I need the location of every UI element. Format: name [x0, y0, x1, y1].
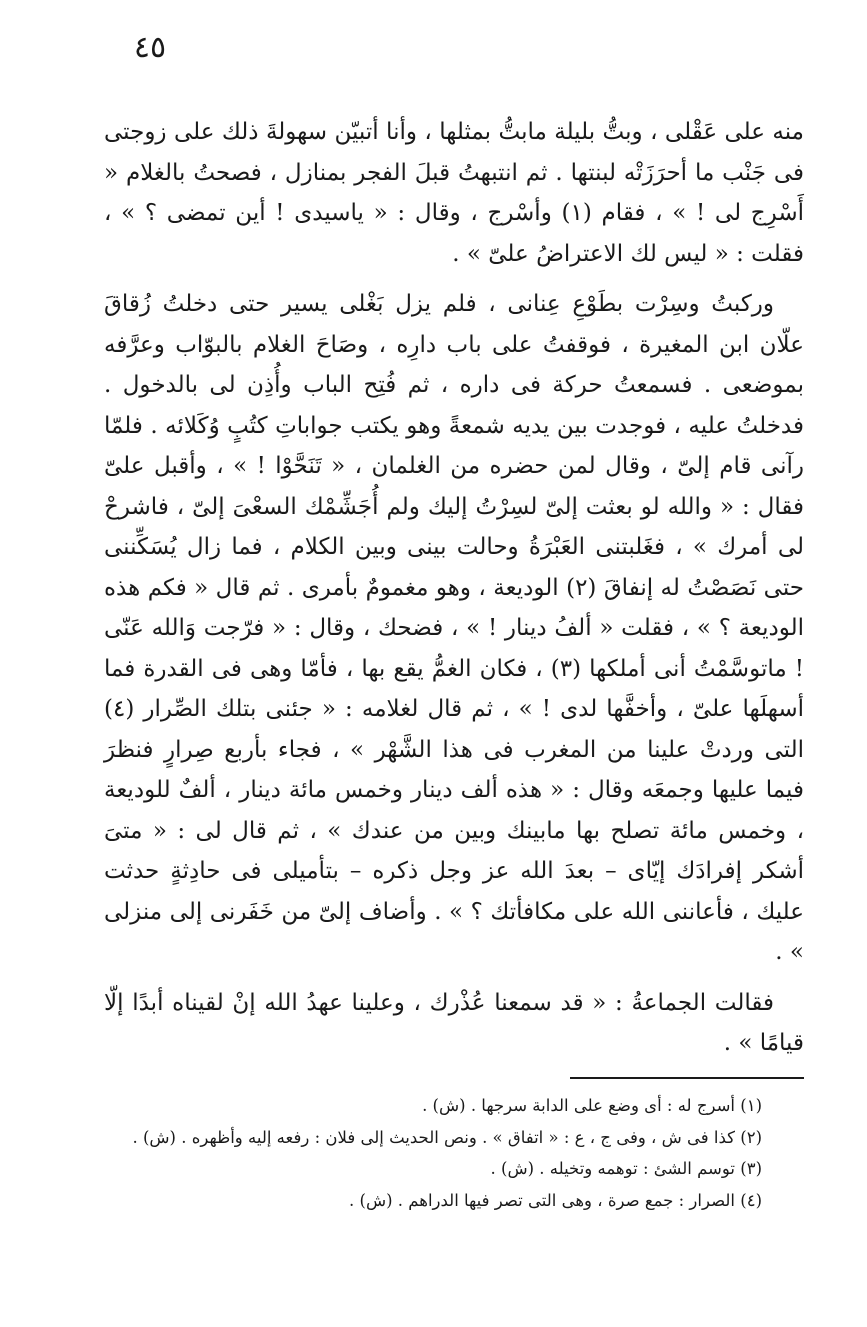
paragraph-2: وركبتُ وسِرْت بطَوْعِ عِنانى ، فلم يزل بَغْلى يسير حتى دخلتُ زُقاقَ علّان ابن المغيرة ، فوقفتُ على باب دارِه ، وصَاحَ الغلام بالبوّاب وعرَّفه بموضعى . فسمعتُ حركة فى داره ، ثم فُتِح الباب وأُذِن لى بالدخول . فدخلتُ عليه ، فوجدت بين يديه شمعةً وهو يكتب جواباتِ كتُبٍ وُكَلائه . فلمّا رآنى قام إلىّ ، وقال لمن حضره من الغلمان ، « تَنَحَّوْا ! » ، وأقبل علىّ فقال : « والله لو بعثت إلىّ لسِرْتُ إليك ولم أُجَشِّمْك السعْىَ إلىّ ، فاشرحْ لى أمرك » ، فغَلبتنى العَبْرَةُ وحالت بينى وبين الكلام ، فما زال يُسَكِّننى حتى نَصَصْتُ له إنفاقَ (٢) الوديعة ، وهو مغمومٌ بأمرى . ثم قال « فكم هذه الوديعة ؟ » ، فقلت « ألفُ دينار ! » ، فضحك ، وقال : « فرّجت وَالله عَنّى ! ماتوسَّمْتُ أنى أملكها (٣) ، فكان الغمُّ يقع بها ، فأمّا وهى فى القدرة فما أسهلَها علىّ ، وأخفَّها لدى ! » ، ثم قال لغلامه : « جئنى بتلك الصِّرار (٤) التى وردتْ علينا من المغرب فى هذا الشَّهْر » ، فجاء بأربع صِرارٍ فنظرَ فيما عليها وجمعَه وقال : « هذه ألف دينار وخمس مائة دينار ، ألفٌ للوديعة ، وخمس مائة تصلح بها مابينك وبين من عندك » ، ثم قال لى : « متىَ أشكر إفرادَك إيّاى – بعدَ الله عز وجل ذكره – بتأميلى فى حادِثةٍ حدثت عليك ، فأعاننى الله على مكافأتك ؟ » . وأضاف إلىّ من خَفَرنى إلى منزلى » . [104, 291, 804, 965]
page-number: ٤٥ [133, 30, 167, 65]
footnote-2: (٢) كذا فى ش ، وفى ج ، ع : « اتفاق » . ونص الحديث إلى فلان : رفعه إليه وأظهره . (ش) . [132, 1127, 762, 1147]
body-text [104, 112, 804, 1064]
footnote-1: (١) أسرج له : أى وضع على الدابة سرجها . (ش) . [422, 1096, 762, 1115]
footnotes [104, 1090, 762, 1216]
footnote-3: (٣) توسم الشئ : توهمه وتخيله . (ش) . [490, 1159, 762, 1178]
footnote-4: (٤) الصرار : جمع صرة ، وهى التى تصر فيها الدراهم . (ش) . [349, 1190, 762, 1210]
paragraph-3: فقالت الجماعةُ : « قد سمعنا عُذْرك ، وعلينا عهدُ الله إنْ لقيناه أبدًا إلّا قيامًا » . [104, 989, 804, 1056]
footnote-separator [570, 1077, 804, 1079]
paragraph-1: منه على عَقْلى ، وبتُّ بليلة مابتُّ بمثلها ، وأنا أتبيّن سهولةَ ذلك على زوجتى فى جَنْب ما أحرَزَتْه لبنتها . ثم انتبهتُ قبلَ الفجر بمنازل ، فصحتُ بالغلام « أَسْرِج لى ! » ، فقام (١) وأسْرج ، وقال : « ياسيدى ! أين تمضى ؟ » ، فقلت : « ليس لك الاعتراضُ علىّ » . [104, 119, 804, 267]
